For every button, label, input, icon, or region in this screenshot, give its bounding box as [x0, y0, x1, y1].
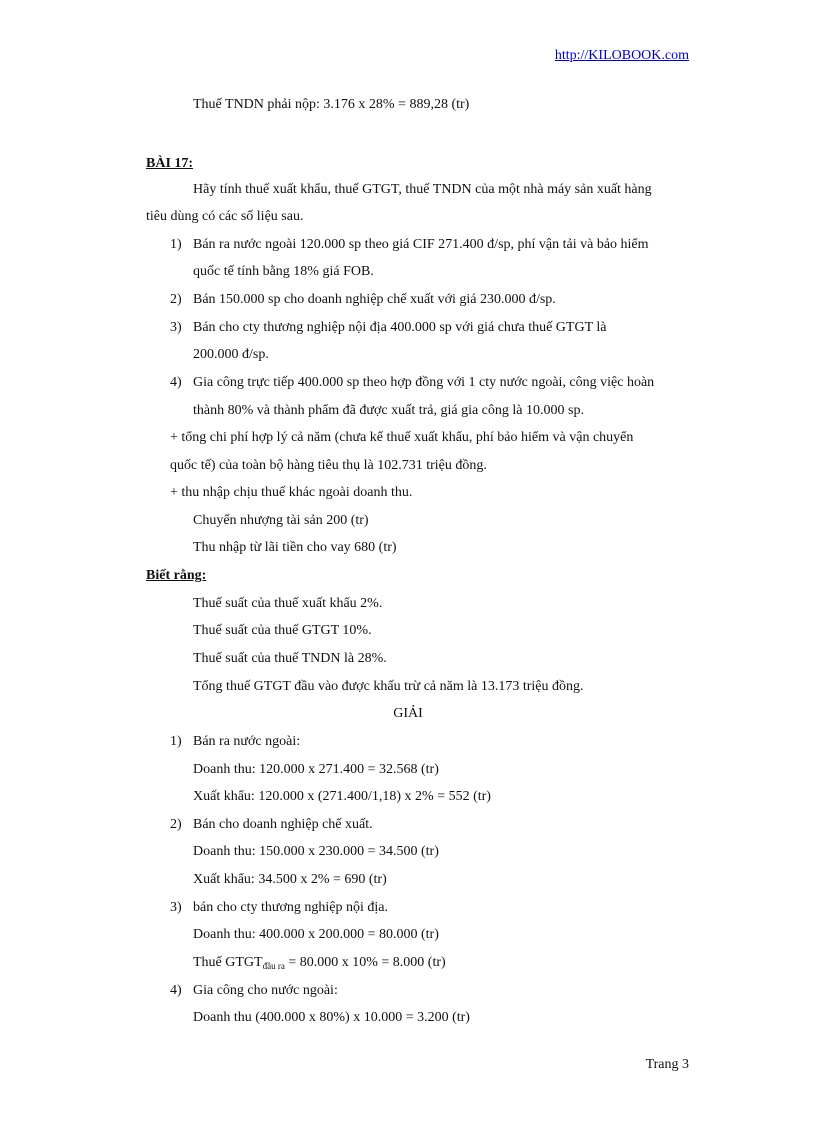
- solution-step-title: bán cho cty thương nghiệp nội địa.: [193, 900, 389, 915]
- extra-line: + thu nhập chịu thuế khác ngoài doanh thu.: [170, 485, 413, 500]
- solution-step-title: Bán cho doanh nghiệp chế xuất.: [193, 817, 373, 832]
- solution-step-title: Gia công cho nước ngoài:: [193, 983, 338, 998]
- item-text: Bán cho cty thương nghiệp nội địa 400.000 sp với giá chưa thuế GTGT là: [193, 320, 607, 335]
- problem-intro-line-2: tiêu dùng có các số liệu sau.: [146, 209, 304, 224]
- known-line: Thuế suất của thuế TNDN là 28%.: [193, 651, 387, 666]
- solution-number: 3): [170, 900, 182, 915]
- extra-line: Thu nhập từ lãi tiền cho vay 680 (tr): [193, 540, 397, 555]
- known-line: Thuế suất của thuế GTGT 10%.: [193, 623, 372, 638]
- solution-step-title: Bán ra nước ngoài:: [193, 734, 301, 749]
- extra-line: + tổng chi phí hợp lý cả năm (chưa kể thuế xuất khẩu, phí bảo hiểm và vận chuyển: [170, 430, 634, 445]
- solution-vat-output-line: [193, 954, 446, 975]
- known-line: Thuế suất của thuế xuất khẩu 2%.: [193, 596, 383, 611]
- item-text: Gia công trực tiếp 400.000 sp theo hợp đồng với 1 cty nước ngoài, công việc hoàn: [193, 375, 655, 390]
- item-number: 1): [170, 237, 182, 252]
- vat-subscript: đầu ra: [262, 961, 285, 971]
- known-line: Tổng thuế GTGT đầu vào được khấu trừ cả năm là 13.173 triệu đồng.: [193, 679, 584, 694]
- solution-number: 2): [170, 817, 182, 832]
- known-title: Biết rằng:: [146, 568, 207, 583]
- solution-line: Doanh thu: 120.000 x 271.400 = 32.568 (tr): [193, 762, 439, 777]
- solution-title: GIẢI: [393, 706, 423, 721]
- item-number: 4): [170, 375, 182, 390]
- item-number: 3): [170, 320, 182, 335]
- solution-line: Xuất khẩu: 34.500 x 2% = 690 (tr): [193, 872, 387, 887]
- previous-result-line: Thuế TNDN phải nộp: 3.176 x 28% = 889,28 (tr): [193, 97, 470, 112]
- extra-line: quốc tế) của toàn bộ hàng tiêu thụ là 102.731 triệu đồng.: [170, 458, 487, 473]
- problem-intro-line-1: Hãy tính thuế xuất khẩu, thuế GTGT, thuế TNDN của một nhà máy sản xuất hàng: [193, 182, 652, 197]
- solution-line: Doanh thu: 150.000 x 230.000 = 34.500 (tr): [193, 844, 439, 859]
- vat-label: Thuế GTGT: [193, 955, 263, 970]
- solution-line: Doanh thu (400.000 x 80%) x 10.000 = 3.200 (tr): [193, 1010, 470, 1025]
- item-text: Bán ra nước ngoài 120.000 sp theo giá CIF 271.400 đ/sp, phí vận tải và bảo hiểm: [193, 237, 649, 252]
- vat-value: = 80.000 x 10% = 8.000 (tr): [284, 955, 446, 970]
- item-text: quốc tế tính bằng 18% giá FOB.: [193, 264, 374, 279]
- solution-number: 4): [170, 983, 182, 998]
- item-text: 200.000 đ/sp.: [193, 347, 269, 362]
- solution-number: 1): [170, 734, 182, 749]
- item-number: 2): [170, 292, 182, 307]
- item-text: Bán 150.000 sp cho doanh nghiệp chế xuất với giá 230.000 đ/sp.: [193, 292, 556, 307]
- solution-line: Xuất khẩu: 120.000 x (271.400/1,18) x 2% = 552 (tr): [193, 789, 491, 804]
- solution-line: Doanh thu: 400.000 x 200.000 = 80.000 (tr): [193, 927, 439, 942]
- header-link[interactable]: http://KILOBOOK.com: [554, 48, 689, 63]
- extra-line: Chuyển nhượng tài sản 200 (tr): [193, 513, 369, 528]
- item-text: thành 80% và thành phẩm đã được xuất trả, giá gia công là 10.000 sp.: [193, 403, 584, 418]
- problem-title: BÀI 17:: [146, 156, 194, 171]
- page-number: Trang 3: [645, 1057, 689, 1072]
